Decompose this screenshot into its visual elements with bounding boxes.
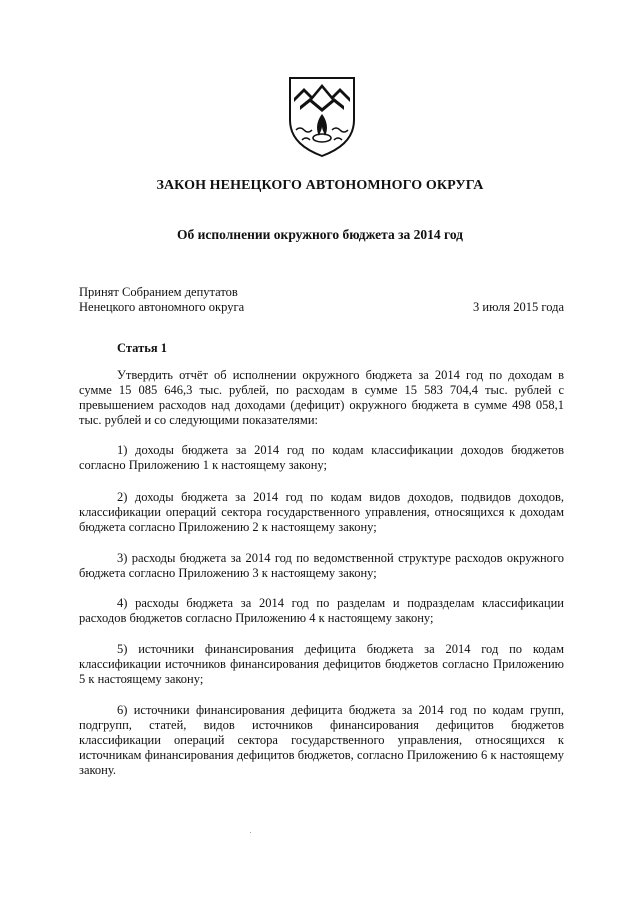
paragraph-item-2: 2) доходы бюджета за 2014 год по кодам видов доходов, подвидов доходов, классификации операций сектора государственного управления, относящихся к доходам бюджета согласно Приложению 2 к настоящему закону; — [79, 490, 564, 534]
paragraph-item-6: 6) источники финансирования дефицита бюджета за 2014 год по кодам групп, подгрупп, статей, видов источников финансирования дефицитов бюджетов классификации операций сектора государственного управления, относящихся к источникам финансирования дефицитов бюджетов, согласно Приложению 6 к настоящему закону. — [79, 703, 564, 777]
coat-of-arms-emblem — [286, 74, 358, 158]
adoption-date: 3 июля 2015 года — [473, 300, 564, 314]
article-heading: Статья 1 — [117, 341, 167, 355]
scan-speck — [250, 832, 251, 833]
paragraph-item-1: 1) доходы бюджета за 2014 год по кодам классификации доходов бюджетов согласно Приложению 1 к настоящему закону; — [79, 443, 564, 472]
adopted-line-2: Ненецкого автономного округа — [79, 300, 245, 314]
paragraph-item-5: 5) источники финансирования дефицита бюджета за 2014 год по кодам классификации источников финансирования дефицитов бюджетов согласно Приложению 5 к настоящему закону; — [79, 642, 564, 686]
law-title: ЗАКОН НЕНЕЦКОГО АВТОНОМНОГО ОКРУГА — [156, 178, 484, 193]
paragraph-main: Утвердить отчёт об исполнении окружного бюджета за 2014 год по доходам в сумме 15 085 646,3 тыс. рублей, по расходам в сумме 15 583 704,4 тыс. рублей с превышением расходов над доходами (дефицит) окружного бюджета в сумме 498 058,1 тыс. рублей и со следующими показателями: — [79, 368, 564, 427]
paragraph-item-4: 4) расходы бюджета за 2014 год по разделам и подразделам классификации расходов бюджетов согласно Приложению 4 к настоящему закону; — [79, 596, 564, 625]
adopted-by — [79, 285, 244, 315]
adopted-line-1: Принят Собранием депутатов — [79, 285, 238, 299]
law-subtitle: Об исполнении окружного бюджета за 2014 год — [176, 227, 464, 242]
paragraph-item-3: 3) расходы бюджета за 2014 год по ведомственной структуре расходов окружного бюджета согласно Приложению 3 к настоящему закону; — [79, 551, 564, 580]
